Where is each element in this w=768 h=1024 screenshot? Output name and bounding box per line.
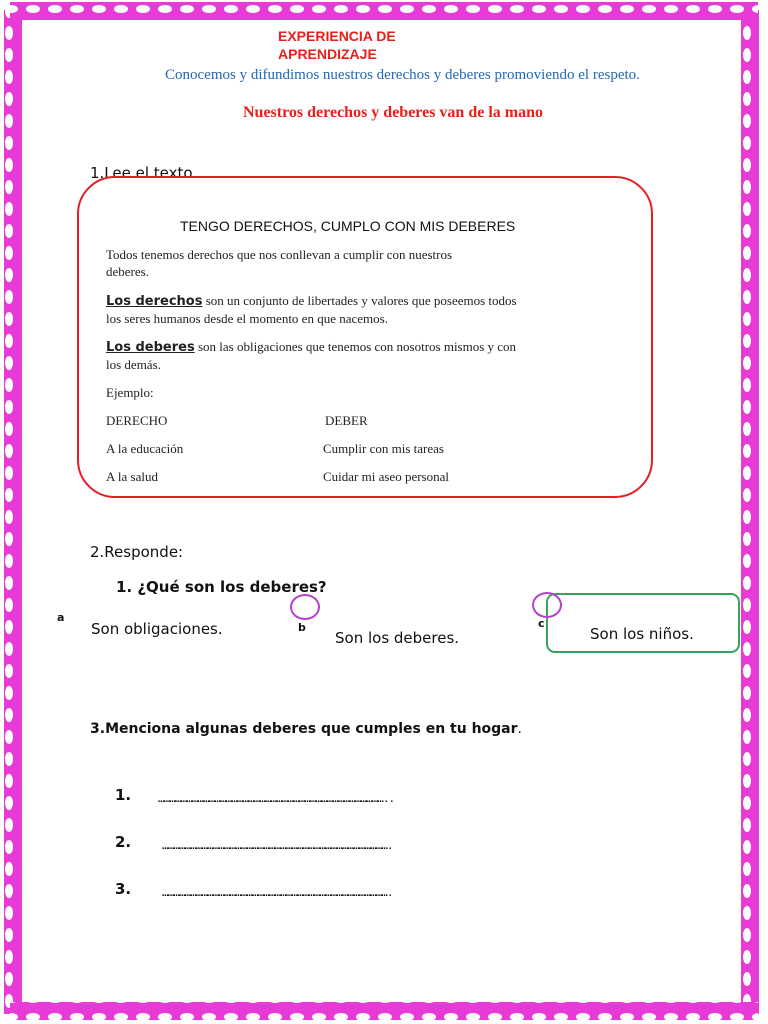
paragraph-3-line1: son las obligaciones que tenemos con nosotros mismos y con: [194, 339, 517, 354]
option-c-highlight: [546, 593, 740, 653]
paragraph-2-line2: los seres humanos desde el momento en que nacemos.: [106, 311, 388, 326]
paragraph-2-line1: son un conjunto de libertades y valores que poseemos todos: [202, 293, 517, 308]
row2-deber: Cuidar mi aseo personal: [323, 469, 449, 484]
option-a-letter: a: [57, 611, 65, 624]
section1-label: 1.Lee el texto.: [90, 164, 198, 182]
answer-2-line[interactable]: ………………………………………………………………………………………………………….: [162, 839, 393, 852]
column-deber: DEBER: [325, 413, 368, 428]
row1-deber: Cumplir con mis tareas: [323, 441, 444, 456]
paragraph-1: [106, 246, 452, 280]
experience-title: [278, 27, 396, 63]
row2-derecho: A la salud: [106, 469, 158, 484]
column-derecho: DERECHO: [106, 413, 168, 428]
option-b-circle[interactable]: [290, 594, 320, 620]
answer-3-line[interactable]: ………………………………………………………………………………………………………….: [162, 886, 393, 899]
reading-box-title: TENGO DERECHOS, CUMPLO CON MIS DEBERES: [180, 218, 516, 234]
subtitle: Conocemos y difundimos nuestros derechos y deberes promoviendo el respeto.: [165, 67, 640, 83]
section3-end: .: [517, 721, 522, 737]
option-c-text[interactable]: Son los niños.: [590, 625, 694, 643]
question-1-text: . ¿Qué son los deberes?: [126, 578, 327, 596]
example-label: Ejemplo:: [106, 385, 154, 400]
experience-title-line1: EXPERIENCIA DE: [278, 28, 396, 44]
option-c-circle[interactable]: [532, 592, 562, 618]
section3-text: .Menciona algunas deberes que cumples en tu hogar: [99, 721, 518, 737]
section3-label: [90, 721, 522, 737]
experience-title-line2: APRENDIZAJE: [278, 46, 377, 62]
answer-1-number: 1.: [115, 786, 132, 804]
option-b-text[interactable]: Son los deberes.: [335, 629, 460, 647]
question-1: [116, 578, 327, 596]
paragraph-1-line1: Todos tenemos derechos que nos conllevan a cumplir con nuestros: [106, 247, 453, 262]
paragraph-3: [106, 338, 516, 373]
paragraph-1-line2: deberes.: [106, 264, 149, 279]
answer-1-line[interactable]: …………………………………………………………………………………………………………..: [158, 792, 395, 805]
paragraph-2: [106, 292, 517, 327]
option-c-letter: c: [538, 617, 545, 630]
term-derechos: Los derechos: [106, 294, 203, 309]
section3-number: 3: [90, 721, 100, 737]
option-b-letter: b: [298, 621, 306, 634]
answer-2-number: 2.: [115, 833, 132, 851]
paragraph-3-line2: los demás.: [106, 357, 161, 372]
section-heading: Nuestros derechos y deberes van de la mano: [243, 104, 543, 121]
row1-derecho: A la educación: [106, 441, 184, 456]
option-a-text[interactable]: Son obligaciones.: [91, 620, 223, 638]
answer-3-number: 3.: [115, 880, 132, 898]
question-1-number: 1: [116, 578, 127, 596]
section2-label: 2.Responde:: [90, 543, 184, 561]
term-deberes: Los deberes: [106, 340, 195, 355]
